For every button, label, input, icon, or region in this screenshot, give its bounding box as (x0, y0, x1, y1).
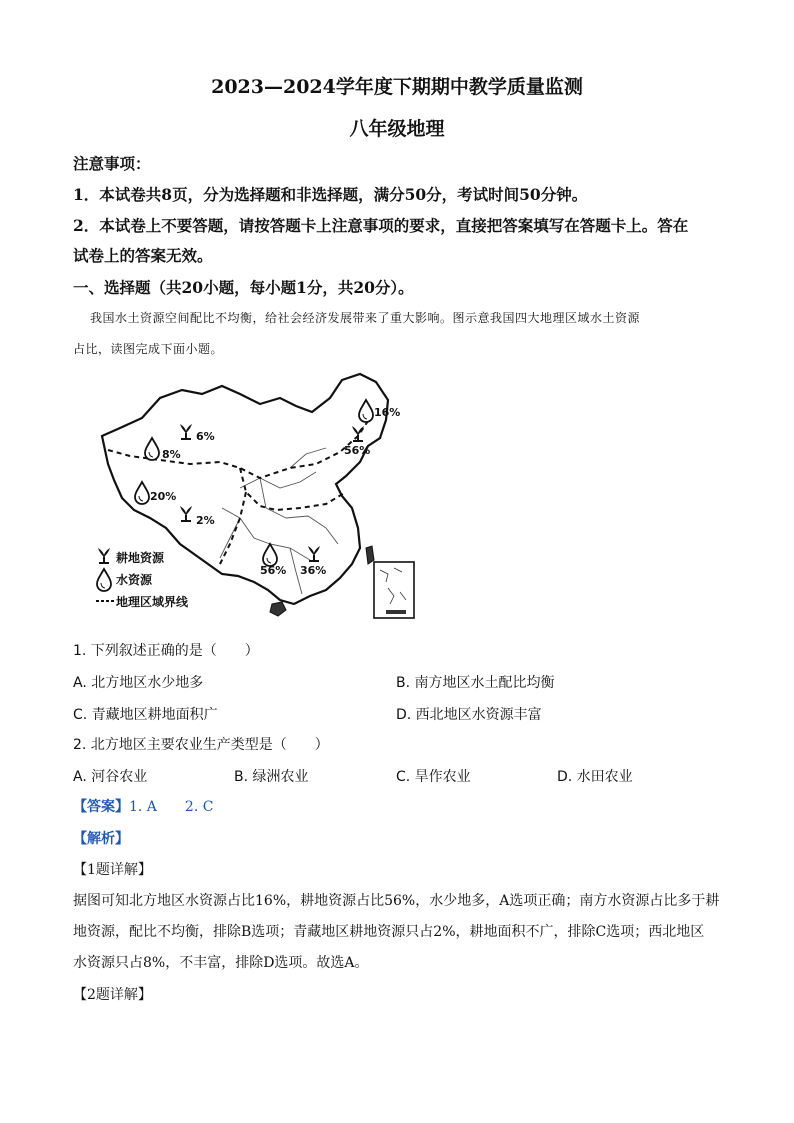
explain-1-line-2: 地资源，配比不均衡，排除B选项；青藏地区耕地资源只占2%，耕地面积不广，排除C选项；西北地区 (73, 924, 705, 940)
question-2-option-a[interactable]: A. 河谷农业 (73, 769, 148, 785)
analysis-tag: 【解析】 (73, 831, 129, 847)
question-1-stem: 1. 下列叙述正确的是（ ） (73, 643, 259, 659)
map-svg (90, 368, 420, 630)
notice-item-1: 1．本试卷共8页，分为选择题和非选择题，满分50分，考试时间50分钟。 (73, 185, 588, 204)
explain-2-heading: 【2题详解】 (73, 987, 152, 1003)
qingzang-farmland-label: 2% (196, 514, 215, 527)
question-1-option-d[interactable]: D. 西北地区水资源丰富 (396, 707, 542, 723)
north-water-label: 16% (374, 406, 401, 419)
explain-1-line-3: 水资源只占8%，不丰富，排除D选项。故选A。 (73, 955, 369, 971)
qingzang-water-label: 20% (150, 490, 177, 503)
south-farmland-label: 36% (300, 564, 327, 577)
intro-line-2: 占比，读图完成下面小题。 (73, 342, 224, 356)
notice-item-2: 2．本试卷上不要答题，请按答题卡上注意事项的要求，直接把答案填写在答题卡上。答在 (73, 216, 689, 235)
legend-farmland-label: 耕地资源 (116, 551, 165, 565)
question-1-option-c[interactable]: C. 青藏地区耕地面积广 (73, 707, 218, 723)
north-farmland-label: 56% (344, 444, 371, 457)
intro-line-1: 我国水土资源空间配比不均衡，给社会经济发展带来了重大影响。图示意我国四大地理区域水土资源 (90, 311, 641, 325)
legend-boundary-label: 地理区域界线 (116, 595, 189, 609)
notice-heading: 注意事项： (73, 154, 151, 173)
page-title: 2023—2024学年度下期期中教学质量监测 (211, 76, 583, 98)
question-2-option-b[interactable]: B. 绿洲农业 (234, 769, 309, 785)
question-2-option-c[interactable]: C. 旱作农业 (396, 769, 471, 785)
explain-1-heading: 【1题详解】 (73, 862, 152, 878)
question-1-option-a[interactable]: A. 北方地区水少地多 (73, 675, 204, 691)
south-water-label: 56% (260, 564, 287, 577)
explain-1-line-1: 据图可知北方地区水资源占比16%，耕地资源占比56%，水少地多，A选项正确；南方水资源占比多于耕 (73, 893, 720, 909)
taiwan-island (366, 546, 374, 564)
answer-line (73, 796, 213, 816)
south-china-sea-inset (374, 562, 414, 618)
answer-values: 1. A 2. C (129, 799, 214, 815)
northwest-farmland-label: 6% (196, 430, 215, 443)
answer-tag: 【答案】 (73, 799, 129, 815)
page-subtitle: 八年级地理 (349, 118, 445, 140)
section-heading: 一、选择题（共20小题，每小题1分，共20分）。 (73, 278, 414, 297)
notice-item-2-cont: 试卷上的答案无效。 (73, 246, 213, 265)
question-2-stem: 2. 北方地区主要农业生产类型是（ ） (73, 737, 329, 753)
legend-water-label: 水资源 (116, 573, 153, 587)
question-2-option-d[interactable]: D. 水田农业 (557, 769, 633, 785)
china-map-figure (90, 368, 420, 630)
northwest-water-label: 8% (162, 448, 181, 461)
question-1-option-b[interactable]: B. 南方地区水土配比均衡 (396, 675, 555, 691)
